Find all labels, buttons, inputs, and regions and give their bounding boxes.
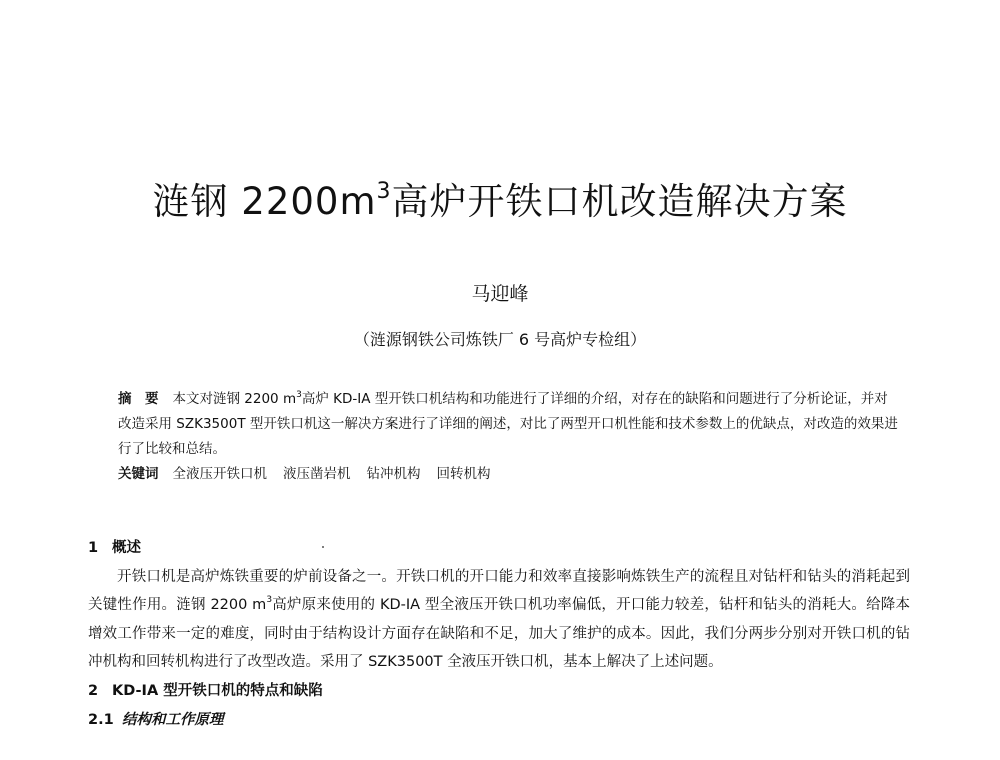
section-title: 概述 bbox=[112, 540, 141, 556]
title-superscript: 3 bbox=[376, 179, 392, 204]
section-number: 1 bbox=[88, 540, 99, 556]
body-text bbox=[88, 534, 910, 734]
subsection-heading-2-1 bbox=[88, 706, 910, 735]
keyword-item: 全液压开铁口机 bbox=[172, 466, 267, 482]
abstract-text-part1: 本文对涟钢 2200 m bbox=[172, 391, 297, 407]
abstract-block bbox=[118, 387, 898, 487]
abstract-paragraph bbox=[118, 387, 898, 462]
title-prefix: 涟钢 2200m bbox=[152, 180, 377, 223]
intro-paragraph bbox=[88, 563, 910, 677]
paper-title bbox=[0, 176, 1000, 228]
section-number: 2 bbox=[88, 682, 99, 699]
abstract-text-part2: 高炉 KD-IA 型开铁口机结构和功能进行了详细的介绍，对存在的缺陷和问题进行了分析论证，并对改造采用 SZK3500T 型开铁口机这一解决方案进行了详细的阐述，对比了两型开口机性能和技术参数上的优缺点，对改造的效果进行了比较和总结。 bbox=[118, 391, 898, 457]
section-heading-1 bbox=[88, 534, 910, 563]
keyword-item: 液压凿岩机 bbox=[283, 466, 351, 482]
keywords-label: 关键词 bbox=[118, 466, 159, 482]
section-title: KD-IA 型开铁口机的特点和缺陷 bbox=[112, 682, 323, 699]
keyword-item: 钻冲机构 bbox=[366, 466, 421, 482]
author-affiliation: （涟源钢铁公司炼铁厂 6 号高炉专检组） bbox=[353, 330, 647, 349]
abstract-label: 摘 要 bbox=[118, 391, 159, 407]
title-suffix: 高炉开铁口机改造解决方案 bbox=[391, 180, 848, 223]
subsection-title: 结构和工作原理 bbox=[122, 711, 224, 728]
subsection-number: 2.1 bbox=[88, 711, 114, 728]
author-name: 马迎峰 bbox=[471, 283, 529, 305]
section-heading-2 bbox=[88, 677, 910, 706]
abstract-superscript: 3 bbox=[296, 390, 302, 400]
paragraph-superscript: 3 bbox=[266, 595, 273, 606]
paragraph-text-part1: 开铁口机是高炉炼铁重要的炉前设备之一。开铁口机的开口能力和效率直接影响炼铁生产的流程且对钻杆和钻头的消耗起到关键性作用。涟钢 2200 m bbox=[88, 568, 910, 614]
keywords-line bbox=[118, 462, 898, 487]
keyword-item: 回转机构 bbox=[436, 466, 491, 482]
paragraph-text-part2: 高炉原来使用的 KD-IA 型全液压开铁口机功率偏低，开口能力较差，钻杆和钻头的消耗大。给降本增效工作带来一定的难度，同时由于结构设计方面存在缺陷和不足，加大了维护的成本。因此，我们分两步分别对开铁口机的钻冲机构和回转机构进行了改型改造。采用了 SZK3500T 全液压开铁口机，基本上解决了上述问题。 bbox=[88, 597, 910, 671]
